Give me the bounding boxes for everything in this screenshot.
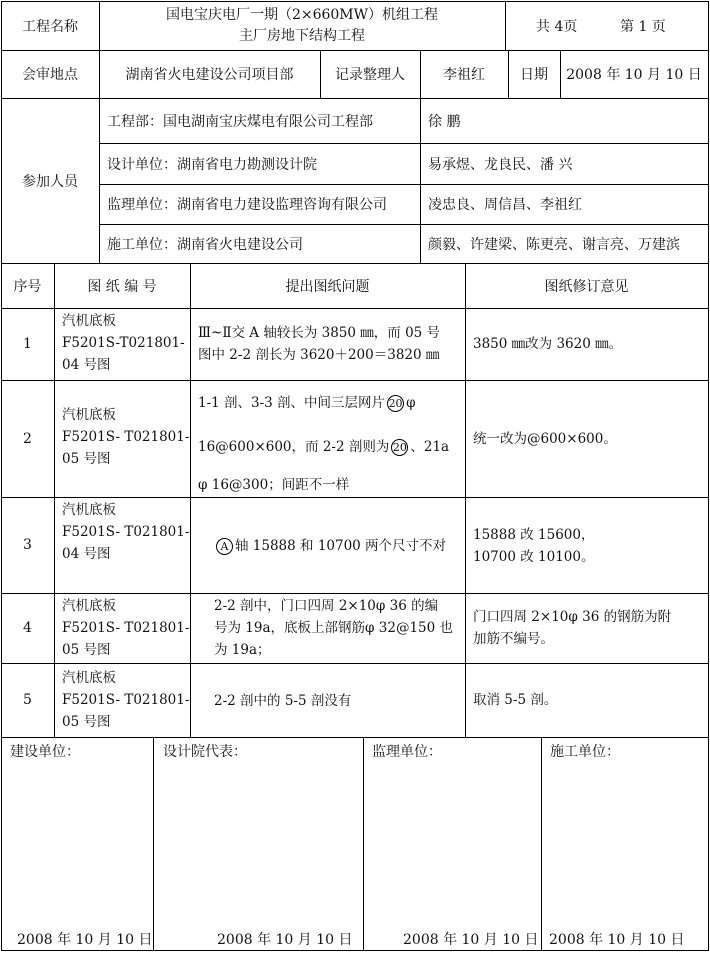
signature-label-supervision: 监理单位： [372, 744, 442, 760]
col-header-seq: 序号 [13, 278, 42, 295]
drawing-line: 04 号图 [62, 546, 111, 562]
row-seq: 1 [23, 336, 32, 352]
drawing-line: 汽机底板 [62, 502, 116, 518]
issue-fragment: 轴 15888 和 10700 两个尺寸不对 [235, 538, 447, 554]
drawing-line: 05 号图 [62, 714, 111, 730]
signature-date-owner: 2008 年 10 月 10 日 [17, 932, 153, 948]
drawing-number [62, 310, 190, 376]
issue-line: 2-2 剖中，门口四周 2×10φ 36 的编 [214, 598, 439, 614]
revision-line: 加筋不编号。 [473, 631, 554, 647]
issue-fragment: 、21a [410, 439, 450, 455]
issue-line [198, 437, 463, 457]
drawing-line: 汽机底板 [62, 313, 116, 329]
revision-text: 3850 ㎜改为 3620 ㎜。 [473, 336, 623, 352]
project-title [99, 1, 505, 51]
drawing-line: F5201S- T021801- [62, 524, 190, 540]
recorder-value: 李祖红 [443, 67, 485, 83]
drawing-number [62, 667, 190, 733]
revision-text: 取消 5-5 剖。 [473, 692, 558, 708]
drawing-line: F5201S- T021801- [62, 692, 190, 708]
revision-line: 10700 改 10100。 [473, 549, 595, 565]
location-value: 湖南省火电建设公司项目部 [125, 67, 294, 83]
signature-label-design: 设计院代表： [163, 744, 247, 760]
participant-unit: 设计单位：湖南省电力勘测设计院 [107, 156, 317, 173]
recorder-label: 记录整理人 [335, 67, 405, 83]
drawing-line: 汽机底板 [62, 407, 116, 423]
row-seq: 2 [23, 430, 32, 447]
drawing-line: F5201S- T021801- [62, 429, 190, 445]
issue-fragment: 16@600×600，而 2-2 剖则为 [198, 439, 390, 455]
col-header-revision: 图纸修订意见 [544, 278, 629, 295]
circled-letter-a: A [216, 538, 233, 555]
revision-text: 统一改为@600×600。 [473, 430, 617, 447]
circled-number-20: 20 [392, 441, 407, 454]
issue-text [214, 535, 464, 557]
row-seq: 3 [23, 537, 32, 553]
signature-date-supervision: 2008 年 10 月 10 日 [403, 932, 539, 948]
page-count: 共 4页 [536, 19, 578, 35]
drawing-line: 04 号图 [62, 357, 111, 373]
drawing-line: 05 号图 [62, 451, 111, 467]
issue-fragment: 1-1 剖、3-3 剖、中间三层网片 [198, 395, 386, 411]
issue-text [198, 393, 463, 495]
issue-line: 为 19a； [214, 642, 271, 658]
page-number: 第 1 页 [620, 19, 666, 35]
issue-text [214, 595, 464, 661]
participant-unit: 工程部：国电湖南宝庆煤电有限公司工程部 [107, 113, 373, 130]
drawing-line: F5201S-T021801- [62, 335, 185, 351]
col-header-issue: 提出图纸问题 [285, 278, 370, 295]
drawing-number [62, 404, 190, 470]
issue-line: 号为 19a，底板上部钢筋φ 32@150 也 [214, 620, 453, 636]
col-header-drawing: 图 纸 编 号 [87, 278, 157, 295]
row-seq: 4 [23, 620, 32, 636]
revision-line: 15888 改 15600， [473, 527, 595, 543]
project-name-label: 工程名称 [22, 19, 78, 35]
participant-people: 颜毅、许建梁、陈更亮、谢言亮、万建滨 [428, 236, 680, 253]
location-label: 会审地点 [22, 67, 78, 83]
row-seq: 5 [23, 692, 32, 708]
drawing-line: 汽机底板 [62, 598, 116, 614]
issue-text: 2-2 剖中的 5-5 剖没有 [214, 693, 352, 709]
date-value: 2008 年 10 月 10 日 [566, 67, 702, 83]
project-title-line1: 国电宝庆电厂一期（2×660MW）机组工程 [165, 7, 439, 23]
signature-label-owner: 建设单位： [10, 744, 80, 760]
signature-date-design: 2008 年 10 月 10 日 [217, 932, 353, 948]
drawing-line: 05 号图 [62, 642, 111, 658]
project-title-line2: 主厂房地下结构工程 [239, 28, 365, 44]
participant-people: 凌忠良、周信昌、李祖红 [428, 197, 582, 213]
drawing-line: F5201S- T021801- [62, 620, 190, 636]
signature-date-construction: 2008 年 10 月 10 日 [549, 932, 685, 948]
date-label: 日期 [520, 67, 548, 83]
participants-label: 参加人员 [22, 173, 78, 190]
participant-unit: 施工单位：湖南省火电建设公司 [107, 236, 303, 253]
issue-text [198, 322, 463, 366]
signature-label-construction: 施工单位： [550, 744, 620, 760]
participant-unit: 监理单位：湖南省电力建设监理咨询有限公司 [107, 197, 387, 213]
participant-people: 易承煜、龙良民、潘 兴 [428, 156, 573, 173]
drawing-number [62, 595, 190, 661]
revision-text [473, 606, 708, 650]
drawing-line: 汽机底板 [62, 670, 116, 686]
participant-people: 徐 鹏 [428, 113, 461, 130]
issue-fragment: φ [406, 395, 416, 411]
revision-text [473, 524, 708, 568]
issue-line: 图中 2-2 剖长为 3620＋200＝3820 ㎜ [198, 347, 440, 363]
revision-line: 门口四周 2×10φ 36 的钢筋为附 [473, 609, 672, 625]
issue-line [198, 393, 463, 413]
issue-line: φ 16@300；间距不一样 [198, 477, 350, 493]
drawing-number [62, 499, 190, 565]
issue-line: Ⅲ~Ⅱ交 A 轴较长为 3850 ㎜，而 05 号 [198, 325, 441, 341]
circled-number-20: 20 [388, 397, 403, 410]
